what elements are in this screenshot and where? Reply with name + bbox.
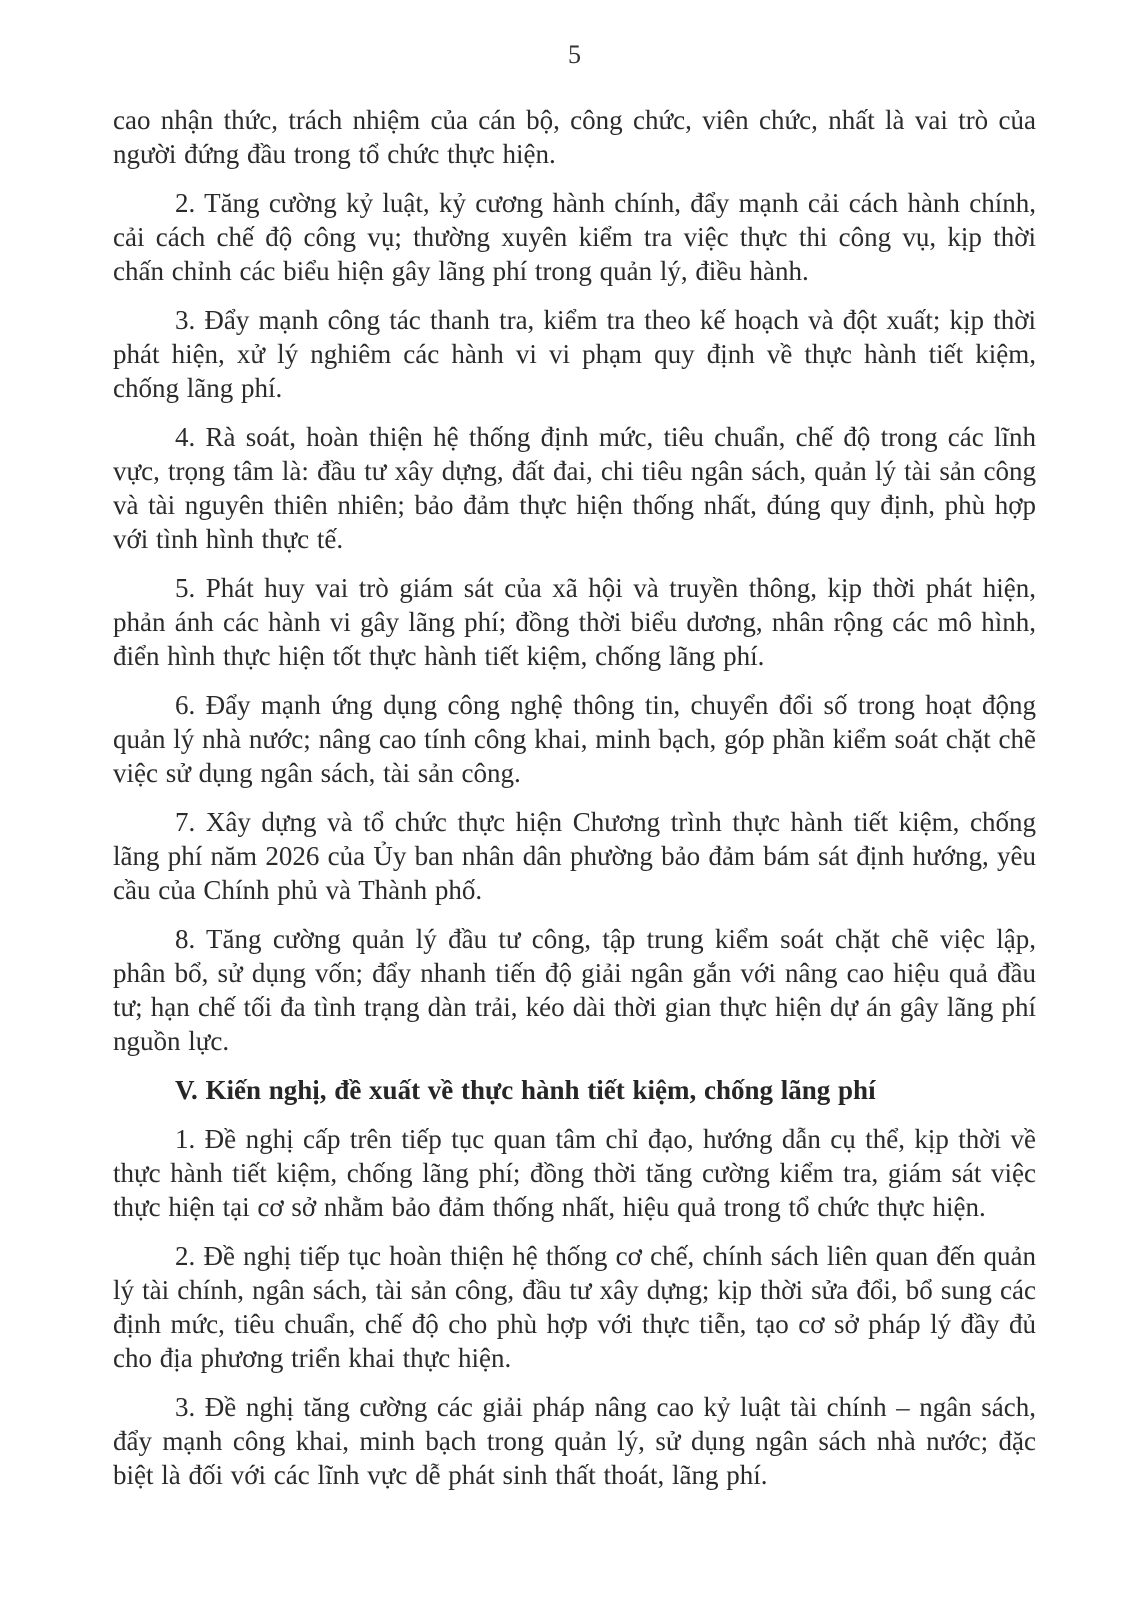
paragraph-v-item-3: 3. Đề nghị tăng cường các giải pháp nâng cao kỷ luật tài chính – ngân sách, đẩy mạnh công khai, minh bạch trong quản lý, sử dụng ngân sách nhà nước; đặc biệt là đối với các lĩnh vực dễ phát sinh thất thoát, lãng phí.: [113, 1392, 1036, 1490]
paragraph-continuation: cao nhận thức, trách nhiệm của cán bộ, công chức, viên chức, nhất là vai trò của người đứng đầu trong tổ chức thực hiện.: [113, 105, 1036, 169]
paragraph-item-6: 6. Đẩy mạnh ứng dụng công nghệ thông tin, chuyển đổi số trong hoạt động quản lý nhà nước; nâng cao tính công khai, minh bạch, góp phần kiểm soát chặt chẽ việc sử dụng ngân sách, tài sản công.: [113, 690, 1036, 788]
page-number: 5: [568, 40, 581, 69]
paragraph-item-5: 5. Phát huy vai trò giám sát của xã hội và truyền thông, kịp thời phát hiện, phản ánh các hành vi gây lãng phí; đồng thời biểu dương, nhân rộng các mô hình, điển hình thực hiện tốt thực hành tiết kiệm, chống lãng phí.: [113, 573, 1036, 671]
paragraph-item-3: 3. Đẩy mạnh công tác thanh tra, kiểm tra theo kế hoạch và đột xuất; kịp thời phát hiện, xử lý nghiêm các hành vi vi phạm quy định về thực hành tiết kiệm, chống lãng phí.: [113, 305, 1036, 403]
paragraph-v-item-2: 2. Đề nghị tiếp tục hoàn thiện hệ thống cơ chế, chính sách liên quan đến quản lý tài chính, ngân sách, tài sản công, đầu tư xây dựng; kịp thời sửa đổi, bổ sung các định mức, tiêu chuẩn, chế độ cho phù hợp với thực tiễn, tạo cơ sở pháp lý đầy đủ cho địa phương triển khai thực hiện.: [113, 1241, 1036, 1373]
paragraph-item-7: 7. Xây dựng và tổ chức thực hiện Chương trình thực hành tiết kiệm, chống lãng phí năm 2026 của Ủy ban nhân dân phường bảo đảm bám sát định hướng, yêu cầu của Chính phủ và Thành phố.: [113, 807, 1036, 905]
section-v-heading: V. Kiến nghị, đề xuất về thực hành tiết kiệm, chống lãng phí: [175, 1075, 876, 1105]
paragraph-v-item-1: 1. Đề nghị cấp trên tiếp tục quan tâm chỉ đạo, hướng dẫn cụ thể, kịp thời về thực hành tiết kiệm, chống lãng phí; đồng thời tăng cường kiểm tra, giám sát việc thực hiện tại cơ sở nhằm bảo đảm thống nhất, hiệu quả trong tổ chức thực hiện.: [113, 1124, 1036, 1222]
paragraph-item-2: 2. Tăng cường kỷ luật, kỷ cương hành chính, đẩy mạnh cải cách hành chính, cải cách chế độ công vụ; thường xuyên kiểm tra việc thực thi công vụ, kịp thời chấn chỉnh các biểu hiện gây lãng phí trong quản lý, điều hành.: [113, 188, 1036, 286]
paragraph-item-4: 4. Rà soát, hoàn thiện hệ thống định mức, tiêu chuẩn, chế độ trong các lĩnh vực, trọng tâm là: đầu tư xây dựng, đất đai, chi tiêu ngân sách, quản lý tài sản công và tài nguyên thiên nhiên; bảo đảm thực hiện thống nhất, đúng quy định, phù hợp với tình hình thực tế.: [113, 422, 1036, 554]
paragraph-item-8: 8. Tăng cường quản lý đầu tư công, tập trung kiểm soát chặt chẽ việc lập, phân bổ, sử dụng vốn; đẩy nhanh tiến độ giải ngân gắn với nâng cao hiệu quả đầu tư; hạn chế tối đa tình trạng dàn trải, kéo dài thời gian thực hiện dự án gây lãng phí nguồn lực.: [113, 924, 1036, 1056]
